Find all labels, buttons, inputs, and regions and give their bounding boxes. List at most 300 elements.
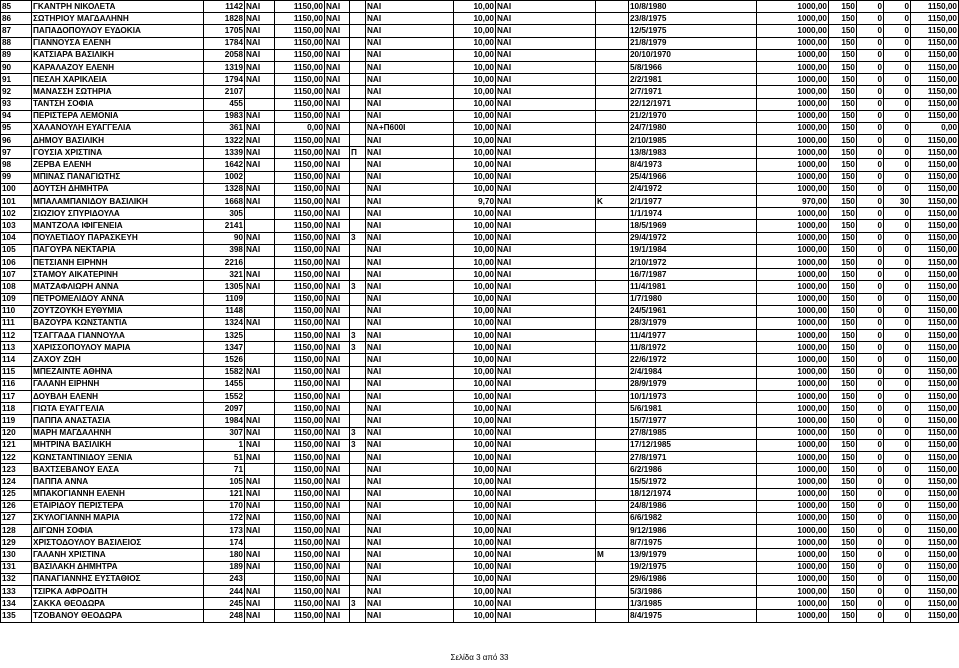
extra-b-cell: 0 [884, 86, 911, 98]
bonus-cell: 150 [829, 74, 857, 86]
flag-b-cell: ΝΑΙ [325, 330, 350, 342]
flag-d-cell: ΝΑΙ [496, 354, 596, 366]
flag-b-cell: ΝΑΙ [325, 415, 350, 427]
bonus-cell: 150 [829, 525, 857, 537]
row-number-cell: 125 [1, 488, 32, 500]
flag-b-cell: ΝΑΙ [325, 244, 350, 256]
amount-cell: 1000,00 [757, 427, 829, 439]
bonus-cell: 150 [829, 61, 857, 73]
full-name-cell: ΓΟΥΣΙΑ ΧΡΙΣΤΙΝΑ [32, 147, 204, 159]
mark-b-cell [596, 74, 629, 86]
mark-b-cell [596, 159, 629, 171]
score-amount-cell: 1150,00 [275, 13, 325, 25]
flag-c-cell: ΝΑΙ [366, 256, 454, 268]
total-cell: 1150,00 [911, 86, 959, 98]
row-number-cell: 123 [1, 464, 32, 476]
birth-date-cell: 13/9/1979 [629, 549, 757, 561]
mark-b-cell [596, 488, 629, 500]
table-row [1, 427, 959, 439]
protocol-number-cell: 189 [204, 561, 245, 573]
flag-b-cell: ΝΑΙ [325, 610, 350, 622]
full-name-cell: ΠΕΡΙΣΤΕΡΑ ΛΕΜΟΝΙΑ [32, 110, 204, 122]
extra-b-cell: 0 [884, 610, 911, 622]
score-amount-cell: 1150,00 [275, 159, 325, 171]
flag-d-cell: ΝΑΙ [496, 98, 596, 110]
extra-a-cell: 0 [857, 25, 884, 37]
amount-cell: 1000,00 [757, 86, 829, 98]
flag-c-cell: ΝΑΙ [366, 391, 454, 403]
bonus-cell: 150 [829, 305, 857, 317]
mark-b-cell [596, 500, 629, 512]
extra-b-cell: 0 [884, 61, 911, 73]
mark-a-cell [350, 488, 366, 500]
birth-date-cell: 27/8/1985 [629, 427, 757, 439]
flag-d-cell: ΝΑΙ [496, 378, 596, 390]
flag-b-cell: ΝΑΙ [325, 183, 350, 195]
points-cell: 10,00 [454, 537, 496, 549]
total-cell: 1150,00 [911, 244, 959, 256]
flag-c-cell: ΝΑΙ [366, 37, 454, 49]
amount-cell: 1000,00 [757, 403, 829, 415]
birth-date-cell: 1/7/1980 [629, 293, 757, 305]
birth-date-cell: 5/8/1966 [629, 61, 757, 73]
row-number-cell: 88 [1, 37, 32, 49]
protocol-number-cell: 1526 [204, 354, 245, 366]
mark-a-cell [350, 305, 366, 317]
flag-b-cell: ΝΑΙ [325, 512, 350, 524]
mark-b-cell [596, 25, 629, 37]
birth-date-cell: 28/9/1979 [629, 378, 757, 390]
bonus-cell: 150 [829, 171, 857, 183]
birth-date-cell: 6/2/1986 [629, 464, 757, 476]
protocol-number-cell: 1582 [204, 366, 245, 378]
flag-d-cell: ΝΑΙ [496, 415, 596, 427]
mark-b-cell [596, 1, 629, 13]
bonus-cell: 150 [829, 110, 857, 122]
bonus-cell: 150 [829, 208, 857, 220]
bonus-cell: 150 [829, 183, 857, 195]
full-name-cell: ΠΑΠΑΔΟΠΟΥΛΟΥ ΕΥΔΟΚΙΑ [32, 25, 204, 37]
birth-date-cell: 2/10/1985 [629, 135, 757, 147]
mark-a-cell: 3 [350, 427, 366, 439]
row-number-cell: 117 [1, 391, 32, 403]
flag-b-cell: ΝΑΙ [325, 439, 350, 451]
row-number-cell: 133 [1, 586, 32, 598]
protocol-number-cell: 90 [204, 232, 245, 244]
amount-cell: 1000,00 [757, 451, 829, 463]
flag-c-cell: ΝΑΙ [366, 61, 454, 73]
protocol-number-cell: 180 [204, 549, 245, 561]
extra-b-cell: 0 [884, 183, 911, 195]
flag-d-cell: ΝΑΙ [496, 1, 596, 13]
mark-a-cell: 3 [350, 439, 366, 451]
row-number-cell: 92 [1, 86, 32, 98]
extra-b-cell: 0 [884, 500, 911, 512]
full-name-cell: ΖΕΡΒΑ ΕΛΕΝΗ [32, 159, 204, 171]
full-name-cell: ΕΤΑΙΡΙΔΟΥ ΠΕΡΙΣΤΕΡΑ [32, 500, 204, 512]
birth-date-cell: 21/2/1970 [629, 110, 757, 122]
extra-b-cell: 0 [884, 1, 911, 13]
flag-d-cell: ΝΑΙ [496, 549, 596, 561]
row-number-cell: 130 [1, 549, 32, 561]
mark-a-cell [350, 196, 366, 208]
points-cell: 10,00 [454, 1, 496, 13]
mark-b-cell [596, 98, 629, 110]
full-name-cell: ΜΑΝΤΖΟΛΑ ΙΦΙΓΕΝΕΙΑ [32, 220, 204, 232]
protocol-number-cell: 51 [204, 451, 245, 463]
bonus-cell: 150 [829, 159, 857, 171]
flag-b-cell: ΝΑΙ [325, 281, 350, 293]
mark-b-cell [596, 244, 629, 256]
total-cell: 1150,00 [911, 598, 959, 610]
table-row [1, 525, 959, 537]
flag-a-cell [245, 208, 275, 220]
table-row [1, 378, 959, 390]
row-number-cell: 114 [1, 354, 32, 366]
amount-cell: 1000,00 [757, 110, 829, 122]
mark-b-cell [596, 525, 629, 537]
score-amount-cell: 1150,00 [275, 98, 325, 110]
flag-d-cell: ΝΑΙ [496, 610, 596, 622]
protocol-number-cell: 71 [204, 464, 245, 476]
bonus-cell: 150 [829, 98, 857, 110]
flag-a-cell: ΝΑΙ [245, 25, 275, 37]
score-amount-cell: 1150,00 [275, 37, 325, 49]
total-cell: 1150,00 [911, 354, 959, 366]
bonus-cell: 150 [829, 342, 857, 354]
extra-b-cell: 0 [884, 49, 911, 61]
mark-a-cell [350, 366, 366, 378]
flag-c-cell: ΝΑΙ [366, 342, 454, 354]
score-amount-cell: 1150,00 [275, 183, 325, 195]
full-name-cell: ΠΕΤΡΟΜΕΛΙΔΟΥ ΑΝΝΑ [32, 293, 204, 305]
points-cell: 10,00 [454, 439, 496, 451]
amount-cell: 1000,00 [757, 573, 829, 585]
table-row [1, 74, 959, 86]
birth-date-cell: 18/12/1974 [629, 488, 757, 500]
flag-b-cell: ΝΑΙ [325, 549, 350, 561]
mark-a-cell [350, 549, 366, 561]
full-name-cell: ΠΟΥΛΕΤΙΔΟΥ ΠΑΡΑΣΚΕΥΗ [32, 232, 204, 244]
bonus-cell: 150 [829, 537, 857, 549]
flag-d-cell: ΝΑΙ [496, 330, 596, 342]
extra-a-cell: 0 [857, 427, 884, 439]
amount-cell: 1000,00 [757, 317, 829, 329]
flag-a-cell: ΝΑΙ [245, 366, 275, 378]
flag-d-cell: ΝΑΙ [496, 500, 596, 512]
flag-d-cell: ΝΑΙ [496, 427, 596, 439]
birth-date-cell: 18/5/1969 [629, 220, 757, 232]
extra-a-cell: 0 [857, 305, 884, 317]
extra-b-cell: 0 [884, 110, 911, 122]
table-row [1, 61, 959, 73]
protocol-number-cell: 2097 [204, 403, 245, 415]
birth-date-cell: 11/4/1977 [629, 330, 757, 342]
points-cell: 10,00 [454, 98, 496, 110]
extra-b-cell: 0 [884, 561, 911, 573]
birth-date-cell: 24/7/1980 [629, 122, 757, 134]
extra-a-cell: 0 [857, 74, 884, 86]
row-number-cell: 93 [1, 98, 32, 110]
birth-date-cell: 5/6/1981 [629, 403, 757, 415]
flag-c-cell: ΝΑΙ [366, 25, 454, 37]
mark-b-cell [596, 586, 629, 598]
points-cell: 10,00 [454, 135, 496, 147]
extra-b-cell: 0 [884, 537, 911, 549]
full-name-cell: ΤΣΙΡΚΑ ΑΦΡΟΔΙΤΗ [32, 586, 204, 598]
flag-d-cell: ΝΑΙ [496, 342, 596, 354]
full-name-cell: ΣΤΑΜΟΥ ΑΙΚΑΤΕΡΙΝΗ [32, 269, 204, 281]
flag-a-cell: ΝΑΙ [245, 269, 275, 281]
full-name-cell: ΓΙΑΝΝΟΥΣΑ ΕΛΕΝΗ [32, 37, 204, 49]
mark-b-cell: Μ [596, 549, 629, 561]
row-number-cell: 98 [1, 159, 32, 171]
amount-cell: 1000,00 [757, 342, 829, 354]
birth-date-cell: 24/8/1986 [629, 500, 757, 512]
score-amount-cell: 1150,00 [275, 305, 325, 317]
protocol-number-cell: 244 [204, 586, 245, 598]
flag-d-cell: ΝΑΙ [496, 171, 596, 183]
birth-date-cell: 17/12/1985 [629, 439, 757, 451]
flag-c-cell: ΝΑ+Π600Ι [366, 122, 454, 134]
flag-d-cell: ΝΑΙ [496, 464, 596, 476]
extra-a-cell: 0 [857, 256, 884, 268]
score-amount-cell: 1150,00 [275, 488, 325, 500]
extra-a-cell: 0 [857, 512, 884, 524]
extra-a-cell: 0 [857, 500, 884, 512]
table-row [1, 537, 959, 549]
extra-a-cell: 0 [857, 403, 884, 415]
total-cell: 1150,00 [911, 256, 959, 268]
score-amount-cell: 1150,00 [275, 476, 325, 488]
flag-d-cell: ΝΑΙ [496, 159, 596, 171]
birth-date-cell: 8/4/1975 [629, 610, 757, 622]
amount-cell: 1000,00 [757, 561, 829, 573]
protocol-number-cell: 1324 [204, 317, 245, 329]
protocol-number-cell: 1142 [204, 1, 245, 13]
amount-cell: 1000,00 [757, 135, 829, 147]
flag-d-cell: ΝΑΙ [496, 135, 596, 147]
amount-cell: 1000,00 [757, 159, 829, 171]
full-name-cell: ΜΑΤΖΑΦΛΙΩΡΗ ΑΝΝΑ [32, 281, 204, 293]
flag-d-cell: ΝΑΙ [496, 220, 596, 232]
table-row [1, 232, 959, 244]
score-amount-cell: 0,00 [275, 122, 325, 134]
amount-cell: 1000,00 [757, 391, 829, 403]
row-number-cell: 111 [1, 317, 32, 329]
bonus-cell: 150 [829, 573, 857, 585]
row-number-cell: 94 [1, 110, 32, 122]
extra-b-cell: 0 [884, 476, 911, 488]
total-cell: 1150,00 [911, 549, 959, 561]
flag-d-cell: ΝΑΙ [496, 537, 596, 549]
extra-a-cell: 0 [857, 171, 884, 183]
total-cell: 1150,00 [911, 610, 959, 622]
mark-b-cell [596, 415, 629, 427]
flag-d-cell: ΝΑΙ [496, 366, 596, 378]
score-amount-cell: 1150,00 [275, 293, 325, 305]
flag-a-cell: ΝΑΙ [245, 49, 275, 61]
row-number-cell: 128 [1, 525, 32, 537]
amount-cell: 1000,00 [757, 500, 829, 512]
birth-date-cell: 2/1/1977 [629, 196, 757, 208]
total-cell: 1150,00 [911, 147, 959, 159]
extra-a-cell: 0 [857, 464, 884, 476]
row-number-cell: 120 [1, 427, 32, 439]
points-cell: 9,70 [454, 196, 496, 208]
full-name-cell: ΠΑΠΠΑ ΑΝΑΣΤΑΣΙΑ [32, 415, 204, 427]
full-name-cell: ΣΩΤΗΡΙΟΥ ΜΑΓΔΑΛΗΝΗ [32, 13, 204, 25]
total-cell: 1150,00 [911, 439, 959, 451]
flag-b-cell: ΝΑΙ [325, 451, 350, 463]
points-cell: 10,00 [454, 244, 496, 256]
table-row [1, 586, 959, 598]
full-name-cell: ΣΑΚΚΑ ΘΕΟΔΩΡΑ [32, 598, 204, 610]
points-cell: 10,00 [454, 330, 496, 342]
full-name-cell: ΔΟΥΤΣΗ ΔΗΜΗΤΡΑ [32, 183, 204, 195]
extra-b-cell: 0 [884, 159, 911, 171]
bonus-cell: 150 [829, 256, 857, 268]
table-row [1, 86, 959, 98]
extra-a-cell: 0 [857, 330, 884, 342]
amount-cell: 1000,00 [757, 49, 829, 61]
flag-a-cell: ΝΑΙ [245, 244, 275, 256]
flag-a-cell [245, 256, 275, 268]
flag-a-cell [245, 537, 275, 549]
flag-c-cell: ΝΑΙ [366, 183, 454, 195]
points-cell: 10,00 [454, 25, 496, 37]
amount-cell: 970,00 [757, 196, 829, 208]
mark-a-cell [350, 317, 366, 329]
flag-a-cell: ΝΑΙ [245, 451, 275, 463]
flag-a-cell: ΝΑΙ [245, 74, 275, 86]
flag-d-cell: ΝΑΙ [496, 49, 596, 61]
mark-a-cell [350, 37, 366, 49]
score-amount-cell: 1150,00 [275, 561, 325, 573]
flag-d-cell: ΝΑΙ [496, 439, 596, 451]
birth-date-cell: 15/7/1977 [629, 415, 757, 427]
flag-a-cell [245, 403, 275, 415]
points-cell: 10,00 [454, 86, 496, 98]
amount-cell: 1000,00 [757, 13, 829, 25]
row-number-cell: 115 [1, 366, 32, 378]
row-number-cell: 109 [1, 293, 32, 305]
mark-a-cell [350, 512, 366, 524]
mark-b-cell [596, 561, 629, 573]
flag-b-cell: ΝΑΙ [325, 305, 350, 317]
flag-b-cell: ΝΑΙ [325, 391, 350, 403]
mark-a-cell [350, 269, 366, 281]
mark-a-cell [350, 476, 366, 488]
flag-d-cell: ΝΑΙ [496, 256, 596, 268]
extra-b-cell: 0 [884, 13, 911, 25]
extra-b-cell: 0 [884, 512, 911, 524]
mark-b-cell [596, 256, 629, 268]
protocol-number-cell: 307 [204, 427, 245, 439]
flag-c-cell: ΝΑΙ [366, 598, 454, 610]
points-cell: 10,00 [454, 122, 496, 134]
score-amount-cell: 1150,00 [275, 464, 325, 476]
extra-b-cell: 0 [884, 330, 911, 342]
table-row [1, 244, 959, 256]
mark-a-cell [350, 98, 366, 110]
flag-d-cell: ΝΑΙ [496, 25, 596, 37]
total-cell: 1150,00 [911, 171, 959, 183]
protocol-number-cell: 305 [204, 208, 245, 220]
full-name-cell: ΓΙΩΤΑ ΕΥΑΓΓΕΛΙΑ [32, 403, 204, 415]
flag-c-cell: ΝΑΙ [366, 476, 454, 488]
total-cell: 1150,00 [911, 293, 959, 305]
protocol-number-cell: 1794 [204, 74, 245, 86]
row-number-cell: 124 [1, 476, 32, 488]
extra-a-cell: 0 [857, 439, 884, 451]
amount-cell: 1000,00 [757, 378, 829, 390]
flag-b-cell: ΝΑΙ [325, 159, 350, 171]
table-row [1, 98, 959, 110]
flag-c-cell: ΝΑΙ [366, 98, 454, 110]
flag-d-cell: ΝΑΙ [496, 293, 596, 305]
birth-date-cell: 23/8/1975 [629, 13, 757, 25]
table-row [1, 415, 959, 427]
extra-a-cell: 0 [857, 61, 884, 73]
total-cell: 1150,00 [911, 464, 959, 476]
mark-b-cell [596, 269, 629, 281]
row-number-cell: 127 [1, 512, 32, 524]
page-footer: Σελίδα 3 από 33 [450, 653, 509, 662]
full-name-cell: ΤΑΝΤΣΗ ΣΟΦΙΑ [32, 98, 204, 110]
row-number-cell: 99 [1, 171, 32, 183]
score-amount-cell: 1150,00 [275, 537, 325, 549]
extra-a-cell: 0 [857, 13, 884, 25]
birth-date-cell: 6/6/1982 [629, 512, 757, 524]
mark-a-cell [350, 391, 366, 403]
extra-b-cell: 0 [884, 403, 911, 415]
extra-b-cell: 0 [884, 439, 911, 451]
points-cell: 10,00 [454, 366, 496, 378]
points-cell: 10,00 [454, 342, 496, 354]
extra-a-cell: 0 [857, 415, 884, 427]
mark-b-cell [596, 378, 629, 390]
row-number-cell: 122 [1, 451, 32, 463]
amount-cell: 1000,00 [757, 220, 829, 232]
bonus-cell: 150 [829, 147, 857, 159]
protocol-number-cell: 248 [204, 610, 245, 622]
mark-a-cell [350, 293, 366, 305]
birth-date-cell: 20/10/1970 [629, 49, 757, 61]
points-cell: 10,00 [454, 464, 496, 476]
flag-c-cell: ΝΑΙ [366, 171, 454, 183]
extra-b-cell: 0 [884, 256, 911, 268]
flag-b-cell: ΝΑΙ [325, 366, 350, 378]
flag-d-cell: ΝΑΙ [496, 269, 596, 281]
flag-b-cell: ΝΑΙ [325, 86, 350, 98]
bonus-cell: 150 [829, 610, 857, 622]
amount-cell: 1000,00 [757, 61, 829, 73]
score-amount-cell: 1150,00 [275, 281, 325, 293]
mark-b-cell [596, 220, 629, 232]
score-amount-cell: 1150,00 [275, 342, 325, 354]
extra-b-cell: 0 [884, 427, 911, 439]
mark-b-cell [596, 610, 629, 622]
table-row [1, 293, 959, 305]
full-name-cell: ΚΑΤΣΙΑΡΑ ΒΑΣΙΛΙΚΗ [32, 49, 204, 61]
points-cell: 10,00 [454, 378, 496, 390]
table-row [1, 330, 959, 342]
extra-b-cell: 0 [884, 122, 911, 134]
total-cell: 1150,00 [911, 586, 959, 598]
bonus-cell: 150 [829, 415, 857, 427]
total-cell: 1150,00 [911, 476, 959, 488]
